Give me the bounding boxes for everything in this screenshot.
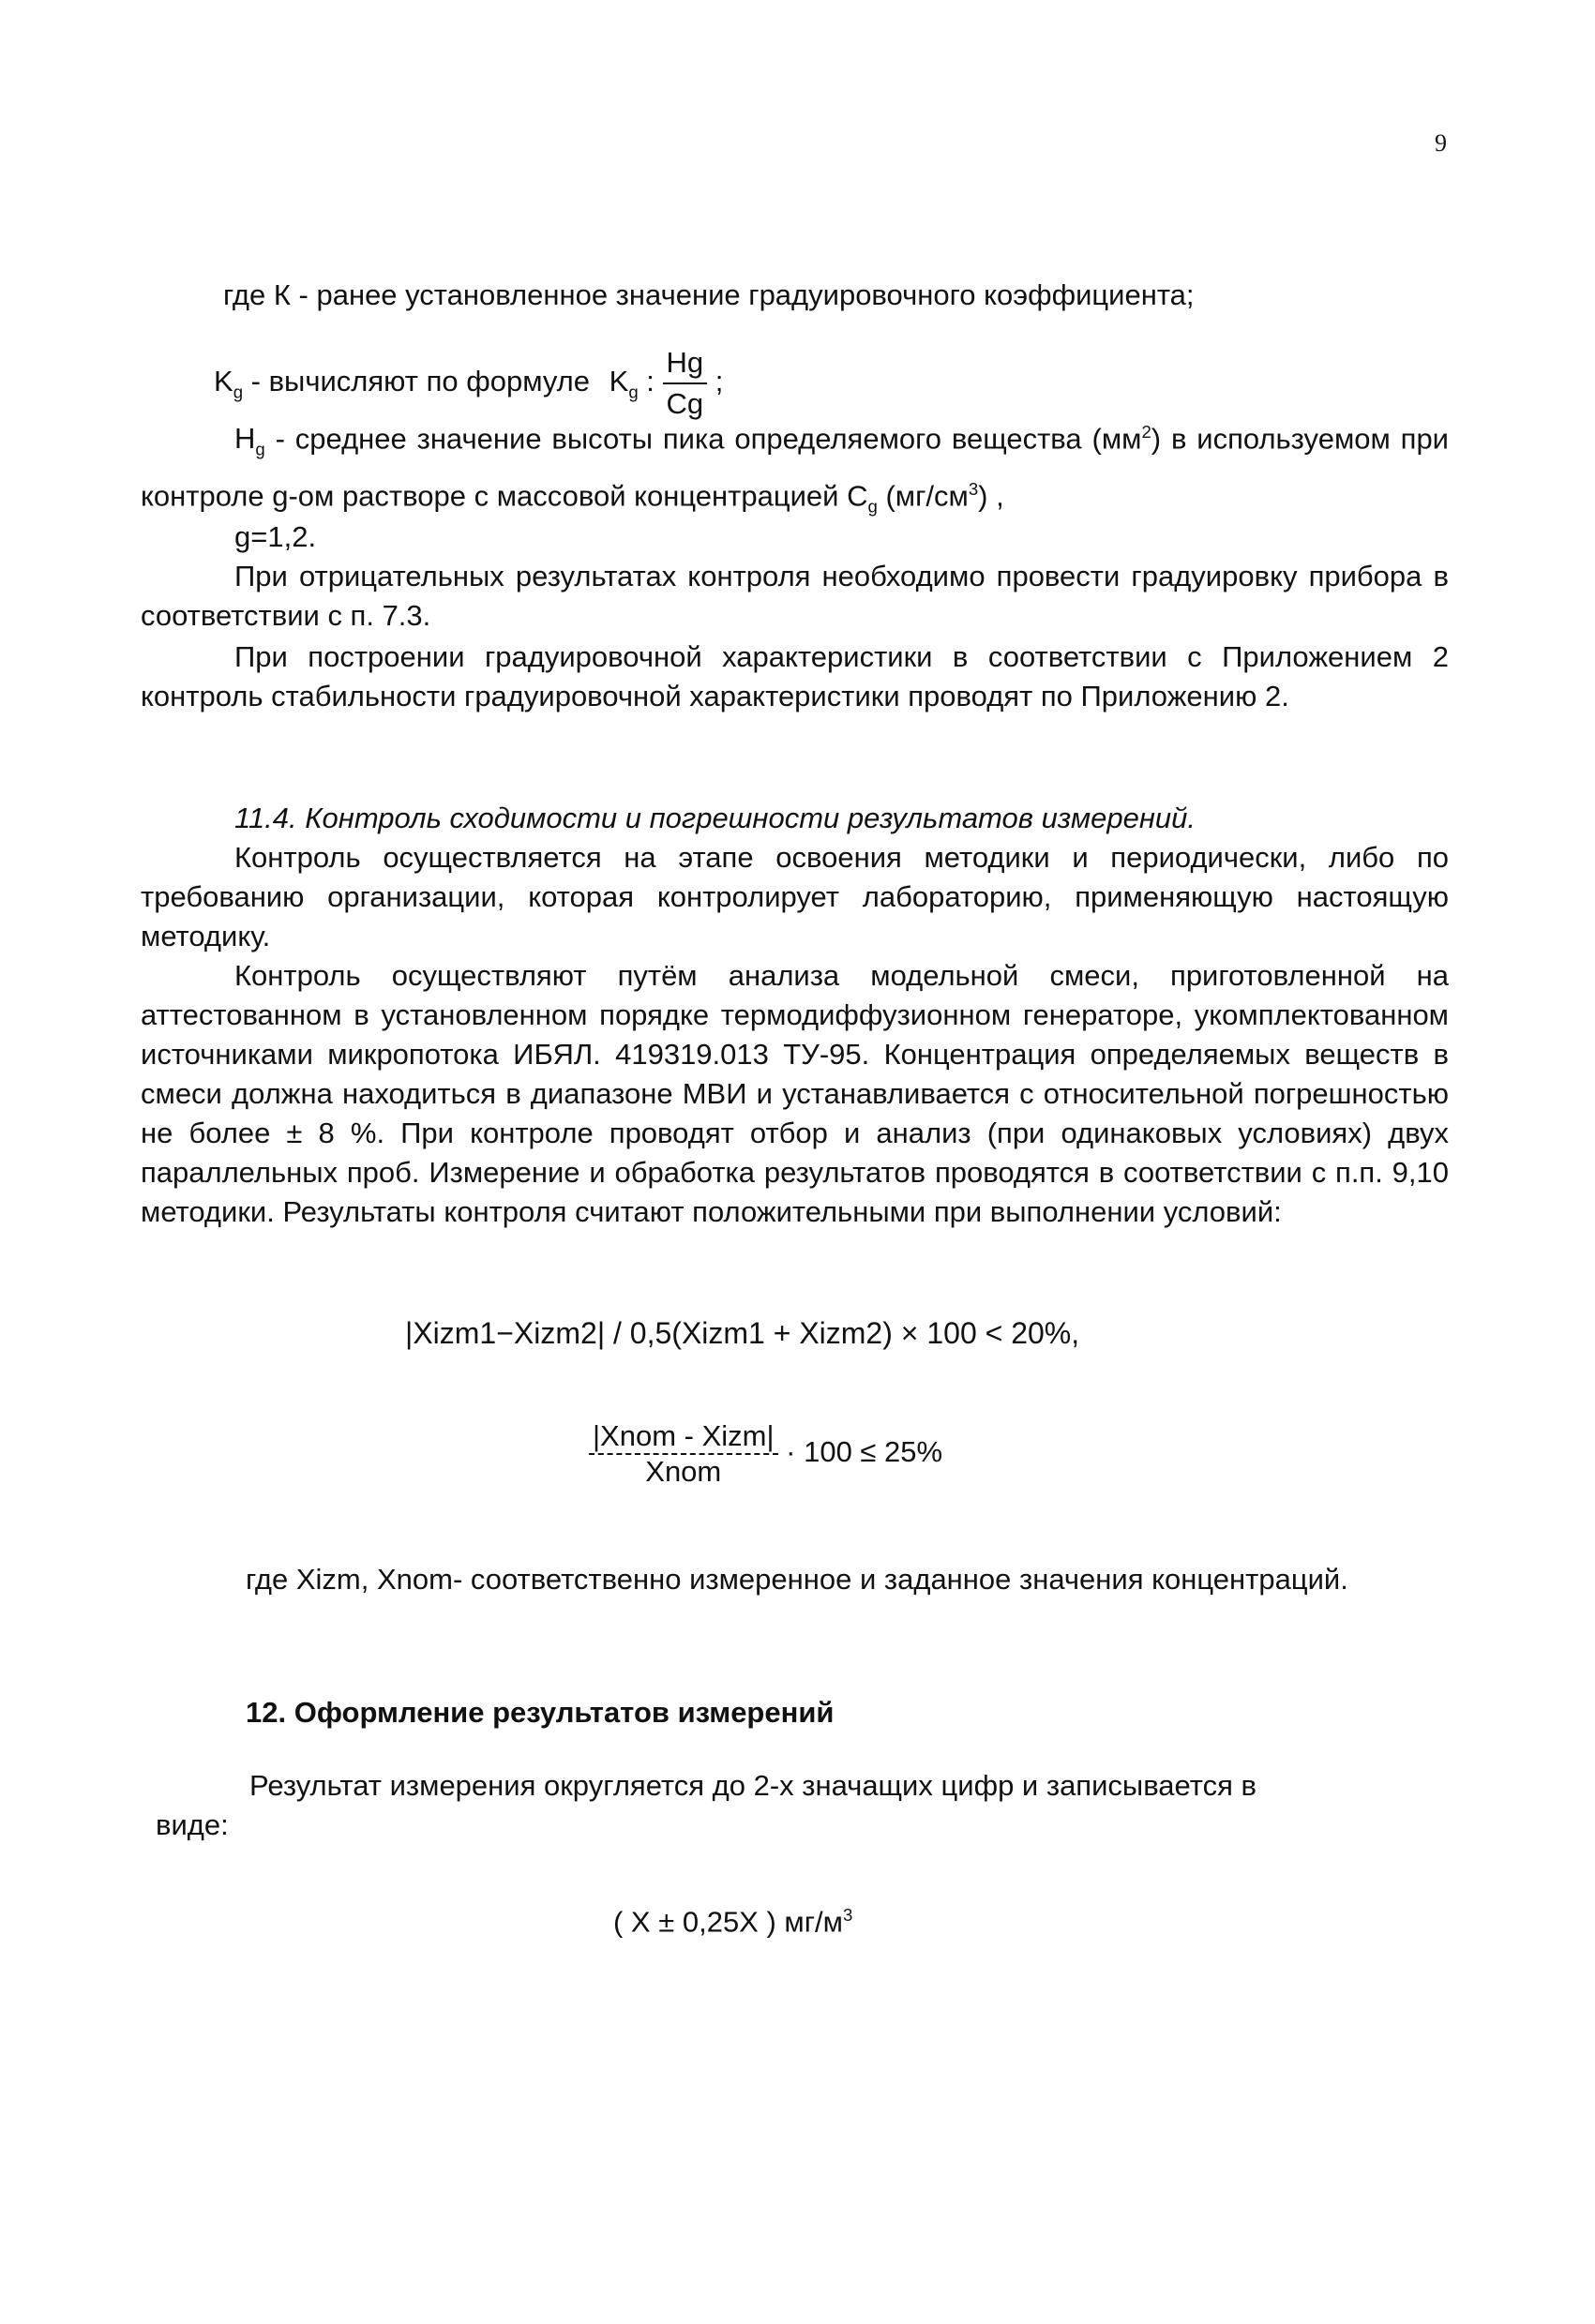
intro-line-k: где К - ранее установленное значение градуировочного коэффициента;: [223, 278, 1195, 311]
kg-formula-tail: ;: [715, 365, 724, 398]
section-12-para-line1: Результат измерения округляется до 2-х значащих цифр и записывается в: [249, 1769, 1256, 1802]
para-negative: При отрицательных результатах контроля необходимо провести градуировку прибора в соответствии с п. 7.3.: [141, 560, 1449, 632]
where-x-text: где Xizm, Xnom- соответственно измеренное и заданное значения концентраций.: [246, 1563, 1348, 1596]
hg-definition: [141, 412, 1449, 526]
kg-text: - вычисляют по формуле: [250, 365, 590, 398]
formula-accuracy: [589, 1419, 942, 1489]
kg-subscript: g: [233, 382, 244, 402]
kg-formula-left: K: [609, 365, 629, 398]
hg-text-3: (мг/см: [877, 478, 969, 512]
page-number: 9: [1435, 129, 1447, 157]
accuracy-numerator: |Xnom - Xizm|: [589, 1419, 778, 1455]
hg-text-2: ) в используемом при контроле g-ом растворе с массовой концентрацией C: [141, 422, 1449, 512]
section-12-heading: 12. Оформление результатов измерений: [246, 1696, 835, 1729]
accuracy-fraction: [589, 1419, 778, 1489]
section-12-para-line2: виде:: [156, 1808, 229, 1841]
hg-sup-2: 3: [968, 478, 979, 499]
result-formula: [613, 1896, 852, 1942]
hg-sup: 2: [1141, 422, 1151, 442]
accuracy-tail: · 100 ≤ 25%: [786, 1435, 943, 1469]
section-11-4-para1: Контроль осуществляется на этапе освоения методики и периодически, либо по требованию организации, которая контролирует лабораторию, применяющую настоящую методику.: [141, 841, 1449, 952]
para-appendix: При построении градуировочной характеристики в соответствии с Приложением 2 контроль стабильности градуировочной характеристики проводят по Приложению 2.: [141, 640, 1449, 712]
result-formula-text: ( X ± 0,25X ) мг/м: [613, 1905, 843, 1939]
formula-repeatability: |Xizm1−Xizm2| / 0,5(Xizm1 + Xizm2) × 100 < 20%,: [405, 1316, 1080, 1350]
kg-symbol: K: [214, 365, 233, 398]
hg-text-4: ) ,: [978, 478, 1004, 512]
kg-fraction-denominator: Cg: [666, 387, 704, 420]
result-formula-sup: 3: [842, 1905, 853, 1925]
section-11-4-para2: Контроль осуществляют путём анализа модельной смеси, приготовленной на аттестованном в установленном порядке термодиффузионном генераторе, укомплектованном источниками микропотока ИБЯЛ. 419319.013 ТУ-95. Концентрация определяемых веществ в смеси должна находиться в диапазоне МВИ и устанавливается с относительной погрешностью не более ± 8 %. При контроле проводят отбор и анализ (при одинаковых условиях) двух параллельных проб. Измерение и обработка результатов проводятся в соответствии с п.п. 9,10 методики. Результаты контроля считают положительными при выполнении условий:: [141, 959, 1449, 1228]
kg-definition: $K_g$ - вычисляют по формуле $K_g$ : $\frac{Hg}{Cg}$ ;: [214, 343, 723, 424]
hg-symbol: H: [234, 422, 256, 456]
g-values: g=1,2.: [234, 520, 317, 553]
kg-formula-left-sub: g: [628, 382, 639, 402]
section-11-4-heading: 11.4. Контроль сходимости и погрешности результатов измерений.: [234, 802, 1196, 834]
hg-text: - среднее значение высоты пика определяемого вещества (мм: [275, 422, 1142, 456]
hg-subscript: g: [255, 439, 265, 459]
hg-c-sub: g: [867, 496, 878, 517]
accuracy-denominator: Xnom: [645, 1455, 722, 1488]
kg-fraction-numerator: Hg: [663, 343, 708, 384]
